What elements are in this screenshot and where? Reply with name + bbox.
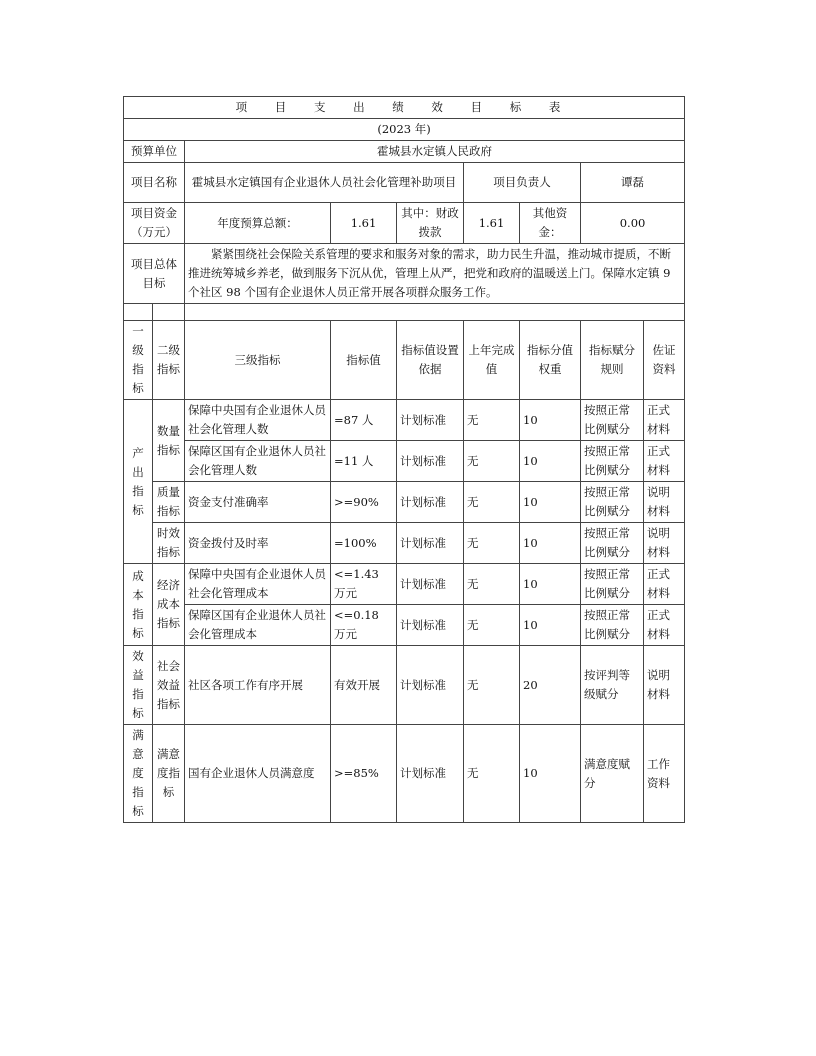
- table-row: [124, 646, 685, 725]
- project-name-label: 项目名称: [124, 163, 185, 203]
- project-fund-label: 项目资金（万元）: [124, 203, 185, 244]
- indicator-value: =100%: [331, 523, 397, 564]
- indicator-last-year: 无: [464, 523, 520, 564]
- fiscal-allocation-label: 其中：财政拨款: [397, 203, 464, 244]
- indicator-name: 保障区国有企业退休人员社会化管理成本: [185, 605, 331, 646]
- project-leader-value: 谭磊: [581, 163, 685, 203]
- performance-target-table: [123, 96, 685, 823]
- indicator-value: >=90%: [331, 482, 397, 523]
- indicator-evidence: 说明材料: [644, 646, 685, 725]
- blank-cell: [185, 304, 685, 321]
- project-leader-label: 项目负责人: [464, 163, 581, 203]
- other-funds-value: 0.00: [581, 203, 685, 244]
- indicator-last-year: 无: [464, 482, 520, 523]
- table-row: [124, 523, 685, 564]
- indicator-name: 资金拨付及时率: [185, 523, 331, 564]
- indicator-value: >=85%: [331, 725, 397, 823]
- indicator-value: <=1.43 万元: [331, 564, 397, 605]
- subgroup-quality: 质量指标: [153, 482, 185, 523]
- subgroup-satisfaction: 满意度指标: [153, 725, 185, 823]
- indicator-weight: 20: [520, 646, 581, 725]
- table-row: [124, 441, 685, 482]
- table-row: [124, 482, 685, 523]
- col-level1: 一级指标: [124, 321, 153, 400]
- budget-unit-value: 霍城县水定镇人民政府: [185, 141, 685, 163]
- blank-cell: [124, 304, 153, 321]
- indicator-basis: 计划标准: [397, 564, 464, 605]
- indicator-rule: 按照正常比例赋分: [581, 605, 644, 646]
- indicator-last-year: 无: [464, 564, 520, 605]
- indicator-evidence: 正式材料: [644, 564, 685, 605]
- table-row: [124, 725, 685, 823]
- indicator-weight: 10: [520, 725, 581, 823]
- col-level2: 二级指标: [153, 321, 185, 400]
- other-funds-label: 其他资金：: [520, 203, 581, 244]
- indicator-evidence: 正式材料: [644, 400, 685, 441]
- indicator-value: <=0.18 万元: [331, 605, 397, 646]
- indicator-basis: 计划标准: [397, 523, 464, 564]
- indicator-name: 国有企业退休人员满意度: [185, 725, 331, 823]
- indicator-name: 社区各项工作有序开展: [185, 646, 331, 725]
- indicator-evidence: 说明材料: [644, 523, 685, 564]
- group-benefit: 效益指标: [124, 646, 153, 725]
- indicator-last-year: 无: [464, 400, 520, 441]
- indicator-rule: 按照正常比例赋分: [581, 400, 644, 441]
- indicator-rule: 按照正常比例赋分: [581, 564, 644, 605]
- indicator-name: 保障中央国有企业退休人员社会化管理成本: [185, 564, 331, 605]
- indicator-rule: 满意度赋分: [581, 725, 644, 823]
- indicator-value: =11 人: [331, 441, 397, 482]
- subgroup-social: 社会效益指标: [153, 646, 185, 725]
- annual-budget-value: 1.61: [331, 203, 397, 244]
- col-value: 指标值: [331, 321, 397, 400]
- indicator-name: 保障区国有企业退休人员社会化管理人数: [185, 441, 331, 482]
- indicator-value: =87 人: [331, 400, 397, 441]
- indicator-name: 资金支付准确率: [185, 482, 331, 523]
- subgroup-economic: 经济成本指标: [153, 564, 185, 646]
- table-year: (2023 年): [124, 119, 685, 141]
- indicator-last-year: 无: [464, 646, 520, 725]
- indicator-last-year: 无: [464, 605, 520, 646]
- subgroup-quantity: 数量指标: [153, 400, 185, 482]
- indicator-weight: 10: [520, 441, 581, 482]
- indicator-weight: 10: [520, 564, 581, 605]
- indicator-basis: 计划标准: [397, 646, 464, 725]
- indicator-basis: 计划标准: [397, 605, 464, 646]
- indicator-evidence: 工作资料: [644, 725, 685, 823]
- indicator-last-year: 无: [464, 441, 520, 482]
- col-last-year: 上年完成值: [464, 321, 520, 400]
- indicator-weight: 10: [520, 400, 581, 441]
- indicator-rule: 按评判等级赋分: [581, 646, 644, 725]
- annual-budget-label: 年度预算总额：: [185, 203, 331, 244]
- project-name-value: 霍城县水定镇国有企业退休人员社会化管理补助项目: [185, 163, 464, 203]
- indicator-rule: 按照正常比例赋分: [581, 523, 644, 564]
- indicator-rule: 按照正常比例赋分: [581, 482, 644, 523]
- indicator-basis: 计划标准: [397, 400, 464, 441]
- col-weight: 指标分值权重: [520, 321, 581, 400]
- blank-cell: [153, 304, 185, 321]
- indicator-last-year: 无: [464, 725, 520, 823]
- col-evidence: 佐证资料: [644, 321, 685, 400]
- table-row: [124, 400, 685, 441]
- overall-goal-label: 项目总体目标: [124, 244, 185, 304]
- group-output: 产出指标: [124, 400, 153, 564]
- fiscal-allocation-value: 1.61: [464, 203, 520, 244]
- indicator-evidence: 正式材料: [644, 441, 685, 482]
- group-satisfaction: 满意度指标: [124, 725, 153, 823]
- indicator-evidence: 说明材料: [644, 482, 685, 523]
- col-rule: 指标赋分规则: [581, 321, 644, 400]
- indicator-name: 保障中央国有企业退休人员社会化管理人数: [185, 400, 331, 441]
- indicator-basis: 计划标准: [397, 725, 464, 823]
- indicator-basis: 计划标准: [397, 441, 464, 482]
- table-title: 项 目 支 出 绩 效 目 标 表: [124, 97, 685, 119]
- col-level3: 三级指标: [185, 321, 331, 400]
- col-basis: 指标值设置依据: [397, 321, 464, 400]
- group-cost: 成本指标: [124, 564, 153, 646]
- overall-goal-text: 紧紧围绕社会保险关系管理的要求和服务对象的需求，助力民生升温，推动城市提质，不断推进统筹城乡养老，做到服务下沉从优，管理上从严，把党和政府的温暖送上门。保障水定镇 9 个社区 98 个国有企业退休人员正常开展各项群众服务工作。: [185, 244, 685, 304]
- subgroup-timeliness: 时效指标: [153, 523, 185, 564]
- table-row: [124, 564, 685, 605]
- indicator-value: 有效开展: [331, 646, 397, 725]
- budget-unit-label: 预算单位: [124, 141, 185, 163]
- indicator-rule: 按照正常比例赋分: [581, 441, 644, 482]
- table-row: [124, 605, 685, 646]
- indicator-weight: 10: [520, 523, 581, 564]
- indicator-weight: 10: [520, 482, 581, 523]
- indicator-basis: 计划标准: [397, 482, 464, 523]
- indicator-weight: 10: [520, 605, 581, 646]
- indicator-evidence: 正式材料: [644, 605, 685, 646]
